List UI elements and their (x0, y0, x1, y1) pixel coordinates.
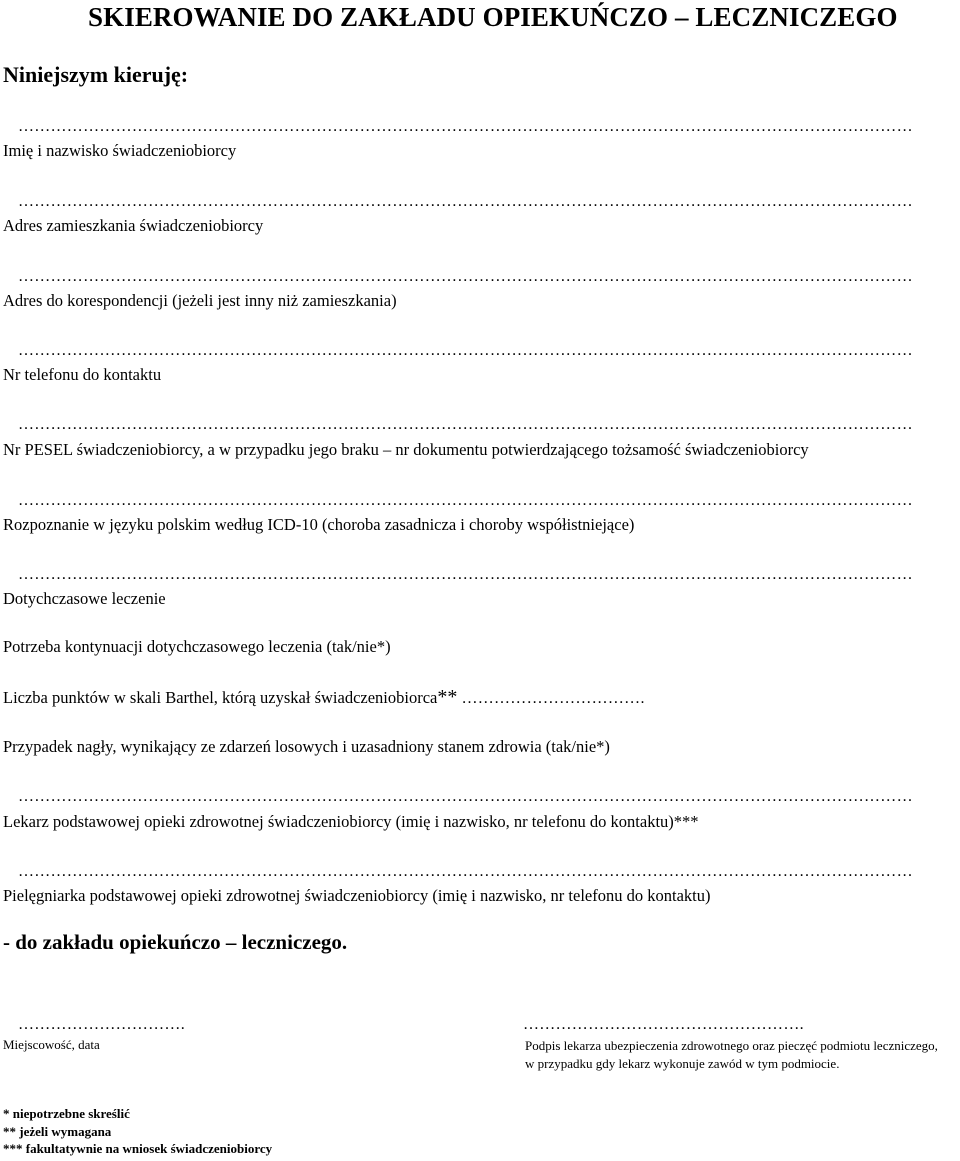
treatment-label: Dotychczasowe leczenie (3, 589, 166, 608)
barthel-row (3, 686, 645, 709)
document-title: SKIEROWANIE DO ZAKŁADU OPIEKUŃCZO – LECZNICZEGO (88, 2, 898, 32)
continuation-label: Potrzeba kontynuacji dotychczasowego leczenia (tak/nie*) (3, 637, 391, 656)
signature-label: Podpis lekarza ubezpieczenia zdrowotnego oraz pieczęć podmiotu leczniczego, w przypadku gdy lekarz wykonuje zawód w tym podmiocie. (525, 1038, 938, 1071)
nurse-label: Pielęgniarka podstawowej opieki zdrowotnej świadczeniobiorcy (imię i nazwisko, nr telefonu do kontaktu) (3, 886, 711, 905)
phone-dotted-line[interactable]: ………………………………………………………………………………………………………………………………………………… (18, 342, 913, 359)
address-label: Adres zamieszkania świadczeniobiorcy (3, 216, 264, 235)
doctor-dotted-line[interactable]: ………………………………………………………………………………………………………………………………………………… (18, 788, 913, 805)
name-label: Imię i nazwisko świadczeniobiorcy (3, 141, 237, 160)
footnote-2: ** jeżeli wymagana (3, 1124, 112, 1139)
diagnosis-dotted-line[interactable]: ………………………………………………………………………………………………………………………………………………… (18, 492, 913, 509)
doctor-label: Lekarz podstawowej opieki zdrowotnej świadczeniobiorcy (imię i nazwisko, nr telefonu do kontaktu)*** (3, 812, 699, 831)
emergency-label: Przypadek nagły, wynikający ze zdarzeń losowych i uzasadniony stanem zdrowia (tak/nie*) (3, 737, 610, 756)
pesel-label: Nr PESEL świadczeniobiorcy, a w przypadku jego braku – nr dokumentu potwierdzającego tożsamość świadczeniobiorcy (3, 440, 809, 459)
closing-statement: - do zakładu opiekuńczo – leczniczego. (3, 930, 348, 954)
correspondence-label: Adres do korespondencji (jeżeli jest inny niż zamieszkania) (3, 291, 397, 310)
place-date-label: Miejscowość, data (3, 1037, 100, 1052)
nurse-dotted-line[interactable]: ………………………………………………………………………………………………………………………………………………… (18, 863, 913, 880)
footnote-3: *** fakultatywnie na wniosek świadczeniobiorcy (3, 1141, 273, 1156)
treatment-dotted-line[interactable]: ………………………………………………………………………………………………………………………………………………… (18, 566, 913, 583)
name-dotted-line[interactable]: ………………………………………………………………………………………………………………………………………………… (18, 118, 913, 135)
intro-heading: Niniejszym kieruję: (3, 62, 189, 87)
barthel-label: Liczba punktów w skali Barthel, którą uzyskał świadczeniobiorca (3, 688, 438, 707)
correspondence-dotted-line[interactable]: ………………………………………………………………………………………………………………………………………………… (18, 268, 913, 285)
phone-label: Nr telefonu do kontaktu (3, 365, 162, 384)
place-date-dotted-line[interactable]: …………………………. (18, 1016, 185, 1033)
pesel-dotted-line[interactable]: ………………………………………………………………………………………………………………………………………………… (18, 416, 913, 433)
diagnosis-label: Rozpoznanie w języku polskim według ICD-10 (choroba zasadnicza i choroby współistniejące) (3, 515, 635, 534)
barthel-footnote-mark: ** (437, 686, 458, 708)
address-dotted-line[interactable]: ………………………………………………………………………………………………………………………………………………… (18, 193, 913, 210)
barthel-dotted-field[interactable]: ……………………………. (461, 690, 645, 707)
footnote-1: * niepotrzebne skreślić (3, 1106, 130, 1121)
signature-dotted-line[interactable]: ……………………………………………. (523, 1016, 804, 1033)
